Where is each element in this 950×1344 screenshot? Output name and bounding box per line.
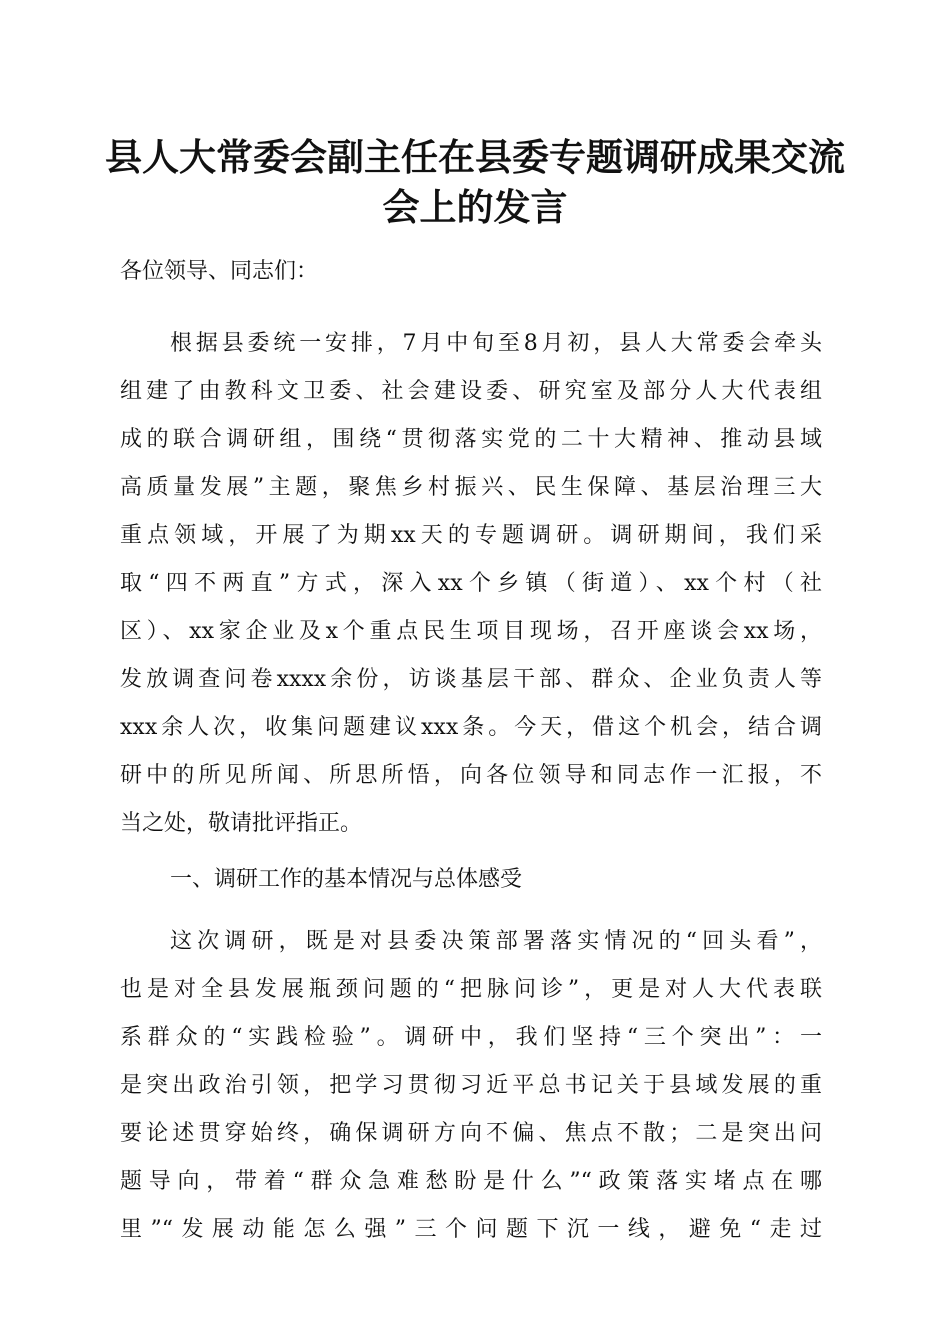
paragraph-2-line-7: 里”“发展动能怎么强”三个问题下沉一线，避免“走过: [120, 1217, 822, 1242]
paragraph-1-line-6: 取“四不两直”方式，深入xx个乡镇（街道）、xx个村（社: [120, 571, 822, 596]
paragraph-1-line-4: 高质量发展”主题，聚焦乡村振兴、民生保障、基层治理三大: [120, 475, 822, 500]
paragraph-1-line-5: 重点领域，开展了为期xx天的专题调研。调研期间，我们采: [120, 523, 822, 548]
paragraph-1-line-3: 成的联合调研组，围绕“贯彻落实党的二十大精神、推动县域: [120, 427, 822, 452]
paragraph-1-line-7: 区）、xx家企业及x个重点民生项目现场，召开座谈会xx场，: [120, 619, 822, 644]
paragraph-1-line-9: xxx余人次，收集问题建议xxx条。今天，借这个机会，结合调: [120, 715, 822, 740]
paragraph-2-line-3: 系群众的“实践检验”。调研中，我们坚持“三个突出”：一: [120, 1025, 822, 1050]
document-title-line-1: 县人大常委会副主任在县委专题调研成果交流: [105, 135, 845, 179]
document-title-line-2: 会上的发言: [382, 185, 568, 229]
paragraph-2-line-4: 是突出政治引领，把学习贯彻习近平总书记关于县域发展的重: [120, 1073, 822, 1098]
paragraph-1-line-2: 组建了由教科文卫委、社会建设委、研究室及部分人大代表组: [120, 379, 822, 404]
paragraph-2-line-1: 这次调研，既是对县委决策部署落实情况的“回头看”，: [170, 929, 822, 954]
paragraph-2-line-6: 题导向，带着“群众急难愁盼是什么”“政策落实堵点在哪: [120, 1169, 822, 1194]
paragraph-2-line-2: 也是对全县发展瓶颈问题的“把脉问诊”，更是对人大代表联: [120, 977, 822, 1002]
paragraph-1-line-8: 发放调查问卷xxxx余份，访谈基层干部、群众、企业负责人等: [120, 667, 822, 692]
salutation: 各位领导、同志们：: [120, 259, 319, 284]
paragraph-1-line-10: 研中的所见所闻、所思所悟，向各位领导和同志作一汇报，不: [120, 763, 822, 788]
section-heading-1: 一、调研工作的基本情况与总体感受: [170, 867, 523, 892]
paragraph-1-line-1: 根据县委统一安排，7月中旬至8月初，县人大常委会牵头: [170, 331, 822, 356]
paragraph-2-line-5: 要论述贯穿始终，确保调研方向不偏、焦点不散；二是突出问: [120, 1121, 822, 1146]
paragraph-1-line-11: 当之处，敬请批评指正。: [120, 811, 363, 836]
